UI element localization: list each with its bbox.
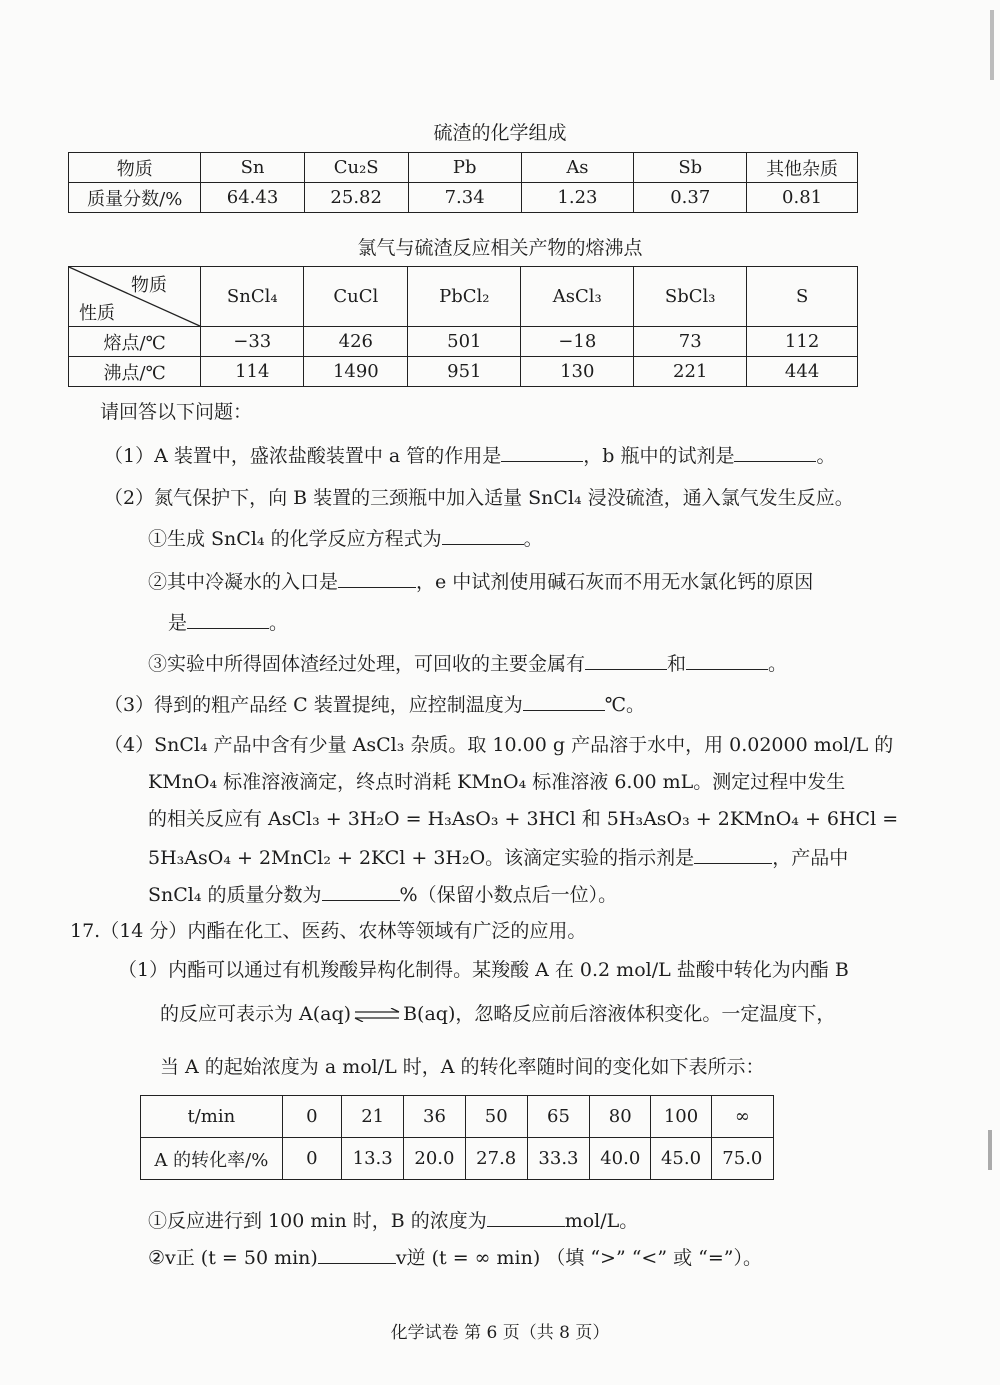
table-cell: A 的转化率/% (141, 1138, 283, 1180)
answer-blank[interactable] (322, 882, 400, 901)
q17-text-b: B(aq)，忽略反应前后溶液体积变化。一定温度下， (403, 1003, 836, 1025)
table-cell: SbCl₃ (634, 267, 747, 327)
conversion-table (140, 1095, 774, 1180)
table-cell: 0.81 (747, 183, 858, 213)
table-cell: AsCl₃ (521, 267, 634, 327)
equilibrium-arrow-icon (353, 1008, 401, 1022)
scan-edge-mark (988, 1130, 992, 1170)
q4-text-c: SnCl₄ 的质量分数为 (148, 884, 322, 906)
table-cell: −33 (201, 327, 304, 357)
table-cell: 沸点/℃ (69, 357, 201, 387)
table-cell: 27.8 (465, 1138, 527, 1180)
table-cell: 75.0 (711, 1138, 773, 1180)
question-17-1-line2 (160, 1002, 835, 1026)
question-17-i (148, 1208, 638, 1233)
table-cell: 1490 (304, 357, 408, 387)
q2-3-text-a: ③实验中所得固体渣经过处理，可回收的主要金属有 (148, 653, 586, 675)
table-cell: 444 (747, 357, 858, 387)
table-cell: 65 (527, 1096, 589, 1138)
answer-blank[interactable] (523, 692, 605, 711)
question-2-3 (148, 651, 787, 676)
table-cell: 其他杂质 (747, 153, 858, 183)
q1-text-c: 。 (816, 445, 836, 467)
q4-text-d: %（保留小数点后一位）。 (399, 884, 618, 906)
q17-ii-text-a: ②v正 (t = 50 min) (148, 1247, 318, 1269)
q1-text-a: （1）A 装置中，盛浓盐酸装置中 a 管的作用是 (104, 445, 502, 467)
question-4-line1: （4）SnCl₄ 产品中含有少量 AsCl₃ 杂质。取 10.00 g 产品溶于水中，用 0.02000 mol/L 的 (104, 734, 894, 756)
q4-text-a: 5H₃AsO₄ + 2MnCl₂ + 2KCl + 3H₂O。该滴定实验的指示剂是 (148, 847, 695, 869)
table-cell: 501 (408, 327, 521, 357)
table-cell: 50 (465, 1096, 527, 1138)
table-cell: 114 (201, 357, 304, 387)
q2-2-text-a: ②其中冷凝水的入口是 (148, 571, 339, 593)
table-cell: 36 (404, 1096, 465, 1138)
table-cell: S (747, 267, 858, 327)
question-4-line2: KMnO₄ 标准溶液滴定，终点时消耗 KMnO₄ 标准溶液 6.00 mL。测定过程中发生 (148, 771, 846, 793)
question-17-1-line1: （1）内酯可以通过有机羧酸异构化制得。某羧酸 A 在 0.2 mol/L 盐酸中转化为内酯 B (118, 959, 849, 981)
table-cell: Cu₂S (304, 153, 408, 183)
answer-blank[interactable] (694, 845, 772, 864)
table-cell: 25.82 (304, 183, 408, 213)
q4-text-b: ，产品中 (772, 847, 849, 869)
q17-text-a: 的反应可表示为 A(aq) (160, 1003, 352, 1025)
table-cell: 0 (282, 1138, 341, 1180)
table-cell: 1.23 (521, 183, 634, 213)
question-4-line3: 的相关反应有 AsCl₃ + 3H₂O = H₃AsO₃ + 3HCl 和 5H₃AsO₃ + 2KMnO₄ + 6HCl = (148, 808, 899, 830)
q2-1-text-a: ①生成 SnCl₄ 的化学反应方程式为 (148, 528, 442, 550)
table-cell: Sb (634, 153, 747, 183)
q17-i-text-b: mol/L。 (564, 1210, 639, 1232)
question-17-1-line3: 当 A 的起始浓度为 a mol/L 时，A 的转化率随时间的变化如下表所示： (160, 1056, 765, 1078)
scan-edge-mark (990, 10, 994, 80)
answer-blank[interactable] (338, 569, 416, 588)
table-cell: 0 (282, 1096, 341, 1138)
question-2-1 (148, 526, 543, 551)
question-2-2-cont (168, 610, 288, 635)
table-cell: 80 (590, 1096, 651, 1138)
table-cell: 100 (651, 1096, 711, 1138)
table-cell: ∞ (711, 1096, 773, 1138)
q2-2-text-d: 。 (269, 612, 289, 634)
q3-text-b: ℃。 (604, 694, 645, 716)
question-2-2 (148, 569, 813, 594)
page-footer: 化学试卷 第 6 页（共 8 页） (390, 1323, 610, 1343)
table-cell: PbCl₂ (408, 267, 521, 327)
q2-3-text-b: 和 (667, 653, 687, 675)
q2-1-text-b: 。 (523, 528, 543, 550)
q3-text-a: （3）得到的粗产品经 C 装置提纯，应控制温度为 (104, 694, 523, 716)
table-cell: Sn (201, 153, 304, 183)
table-cell: CuCl (304, 267, 408, 327)
table-cell: 20.0 (404, 1138, 465, 1180)
table-cell: t/min (141, 1096, 283, 1138)
diagonal-header-cell (69, 267, 201, 327)
melting-boiling-table (68, 266, 858, 387)
question-4-line4 (148, 845, 848, 870)
answer-blank[interactable] (686, 651, 768, 670)
question-17: 17.（14 分）内酯在化工、医药、农林等领域有广泛的应用。 (70, 920, 587, 942)
answer-blank[interactable] (487, 1208, 565, 1227)
q2-3-text-c: 。 (768, 653, 788, 675)
q1-text-b: ，b 瓶中的试剂是 (583, 445, 735, 467)
table-cell: 0.37 (634, 183, 747, 213)
table-cell: 426 (304, 327, 408, 357)
table-cell: 物质 (69, 153, 201, 183)
answer-blank[interactable] (187, 610, 269, 629)
table2-caption: 氯气与硫渣反应相关产物的熔沸点 (357, 237, 643, 259)
table-cell: As (521, 153, 634, 183)
composition-table (68, 152, 858, 213)
table-cell: 73 (634, 327, 747, 357)
q17-ii-text-b: v逆 (t = ∞ min) （填 “>” “<” 或 “=”）。 (395, 1247, 762, 1269)
table-cell: −18 (521, 327, 634, 357)
question-2: （2）氮气保护下，向 B 装置的三颈瓶中加入适量 SnCl₄ 浸没硫渣，通入氯气发生反应。 (104, 487, 854, 509)
q2-2-text-b: ，e 中试剂使用碱石灰而不用无水氯化钙的原因 (416, 571, 814, 593)
table-cell: 13.3 (342, 1138, 404, 1180)
table-cell: 33.3 (527, 1138, 589, 1180)
table-cell: 40.0 (590, 1138, 651, 1180)
answer-blank[interactable] (442, 526, 524, 545)
table-cell: SnCl₄ (201, 267, 304, 327)
question-1 (104, 443, 835, 468)
question-4-line5 (148, 882, 617, 907)
prompt-text: 请回答以下问题： (100, 401, 253, 423)
table-cell: 64.43 (201, 183, 304, 213)
table-cell: 112 (747, 327, 858, 357)
answer-blank[interactable] (585, 651, 667, 670)
table-cell: 951 (408, 357, 521, 387)
table-cell: 21 (342, 1096, 404, 1138)
question-17-ii (148, 1245, 762, 1270)
table1-caption: 硫渣的化学组成 (433, 122, 567, 144)
question-3 (104, 692, 645, 717)
table-cell: 7.34 (408, 183, 521, 213)
answer-blank[interactable] (734, 443, 816, 462)
corner-top-label: 物质 (131, 275, 167, 296)
q2-2-text-c: 是 (168, 612, 188, 634)
q17-i-text-a: ①反应进行到 100 min 时，B 的浓度为 (148, 1210, 487, 1232)
table-cell: 45.0 (651, 1138, 711, 1180)
table-cell: 熔点/℃ (69, 327, 201, 357)
table-cell: Pb (408, 153, 521, 183)
table-cell: 130 (521, 357, 634, 387)
answer-blank[interactable] (318, 1245, 396, 1264)
answer-blank[interactable] (501, 443, 583, 462)
corner-bottom-label: 性质 (79, 303, 115, 324)
table-cell: 221 (634, 357, 747, 387)
table-cell: 质量分数/% (69, 183, 201, 213)
